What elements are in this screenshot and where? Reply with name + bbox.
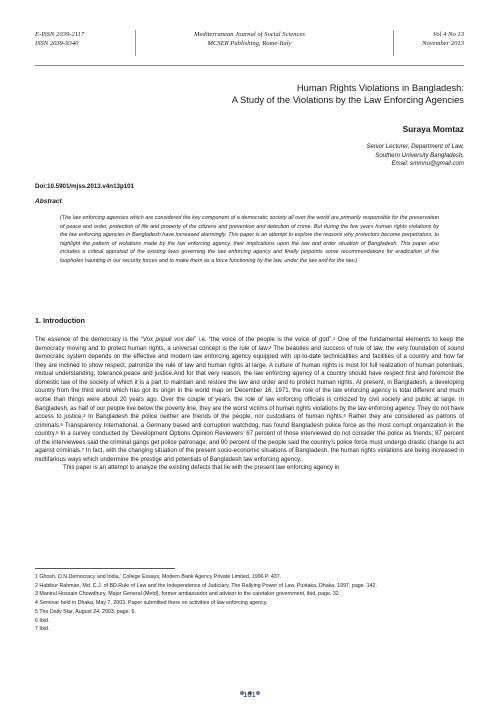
doi: Doi:10.5901/mjss.2013.v4n13p101 [35, 183, 135, 190]
page-number: 101 [243, 690, 256, 699]
footnotes [35, 573, 464, 634]
title-line-2: A Study of the Violations by the Law Enforcing Agencies [231, 94, 464, 105]
paragraph-1: The essence of the democracy is the “Vox populi vox dei” i.e. “the voice of the people is the voice of god”.$^1$ One of the fundamental elements to keep the democracy moving and to protect human rights, a universal concept is the rule of law.$^2$ The beauties and success of rule of law, the very foundation of sound democratic system depends on the effective and modern law enforcing agency equipped with up-to-date technicalities and facilities of a country and how far they are inclined to show respect, patronize the rule of law and human rights at large. A culture of human rights is must for full realization of human potentials, mutual understanding, tolerance,peace and justice.And for that very reason, the law enforcing agency of a country should have respect first and foremost the domestic law of the society of which it is a part to maintain and restore the law and order and to protect human rights. At present, in Bangladesh, a developing country from the third world which has got its origin in the world map on December 16, 1971, the role of the law enforcing agency is total different and much worse than things were about 20 years ago. Over the couple of years, the role of law enforcing officials is criticized by civil society and public at large. In Bangladesh, as half of our people live below the poverty line, they are the worst victims of human rights violations by the law enforcing agency. They do not have access to justice.$^3$ In Bangladesh the police neither are friends of the people, nor custodians of human rights.$^4$ Rather they are considered as patrons of criminals.$^5$ Transparency International, a Germany based anti corruption watchdog, has found Bangladesh police force as the most corrupt organization in the country.$^6$ In a survey conducted by ‘Development Options Opinion Reviewers’ 67 percent of those interviewed do not consider the police as friends; 87 percent of the interviewees said the criminal gangs get police patronage, and 90 percent of the people said the country’s police force must undergo drastic change to act against criminals.$^7$ In fact, with the changing situation of the present socio-economic situations of Bangladesh, the human rights violations are being increased in multifarious ways which undermine the prestige and potentials of Bangladesh law enforcing agency. [35, 336, 465, 463]
abstract-text: (The law enforcing agencies which are considered the key component of a democratic society all over the world are primarily responsible for the preservation of peace and order, protection of life and property of the citizens and prevention and detection of crime. But during the few years human rights violations by the law enforcing agencies in Bangladesh have increased alarmingly. This paper is an attempt to explore the reasons why protectors become perpetrators, to highlight the pattern of violations made by the law enforcing agency, their implications upon the law and order situation of Bangladesh. This paper also includes a critical appraisal of the existing laws governing the law enforcing agency and finally pinpoints some recommendations for eradication of the loopholes haunting in our security forces and to make them as a force functioning by the law, under the law and for the law.) [60, 215, 439, 264]
footnote-4: 4 Seminar held in Dhaka, May 7, 2003. Paper submitted there on activities of law enforcing agency. [35, 600, 268, 607]
affiliation-line-1: Senior Lecturer, Department of Law, [366, 143, 464, 150]
footnote-ref: 3 [83, 413, 86, 419]
publisher: MCSER Publishing, Rome-Italy [207, 40, 292, 47]
eissn: E-ISSN 2039-2117 [35, 31, 85, 38]
body-text [35, 336, 464, 473]
header-rule [35, 65, 464, 66]
footnote-ref: 6 [56, 430, 59, 436]
footnote-3: 3 Manirul Hossain Chowdhury, Major General (Metd), former ambassador and advisor to the caretaker government, ibid, page. 32. [35, 591, 341, 598]
footnote-5: 5 The Daily Star, August 24, 2003, page. 6. [35, 608, 136, 615]
affiliation-line-2: Southern University Bangladesh, [375, 151, 464, 159]
abstract-heading: Abstract [35, 198, 62, 205]
footnote-7: 7 Ibid. [35, 626, 50, 633]
issue-date: November 2013 [422, 40, 464, 47]
footnote-2: 2 Habibur Rahman, Md. C.J. of BD.Rule of Law and the Independence of Judiciary, The Rallying Power of Law, Pustaka, Dhaka, 1997, page. 142. [35, 582, 377, 589]
affiliation-email: Email: smmnu@gmail.com [391, 160, 464, 168]
section-heading: 1. Introduction [35, 316, 85, 325]
footnote-6: 6 Ibid. [35, 617, 50, 624]
paper-title [35, 82, 464, 106]
volume-block [422, 30, 464, 48]
issn: ISSN 2039-9340 [35, 40, 79, 47]
running-header [35, 30, 464, 62]
footnote-ref: 1 [332, 336, 336, 341]
footnote-ref: 4 [343, 413, 346, 419]
paragraph-2: This paper is an attempt to analyze the existing defects that lie with the present law enforcing agency in [63, 465, 340, 472]
footnote-rule [35, 568, 175, 569]
footnote-ref: 7 [81, 447, 85, 453]
author-affiliation [366, 143, 464, 169]
header-divider-right [393, 30, 394, 56]
footnote-ref: 2 [269, 344, 272, 350]
footnote-1: 1 Ghosh, D.N.Democracy and India,’ College Essays, Modern Bank Agency Private Limited, 1996 P. 437. [35, 574, 282, 580]
journal-name: Mediterranean Journal of Social Sciences [194, 31, 305, 38]
journal-block [35, 30, 464, 48]
volume: Vol 4 No 13 [433, 31, 464, 38]
footnote-ref: 5 [60, 421, 63, 427]
title-line-1: Human Rights Violations in Bangladesh: [296, 82, 464, 93]
author-name: Suraya Momtaz [402, 124, 464, 134]
